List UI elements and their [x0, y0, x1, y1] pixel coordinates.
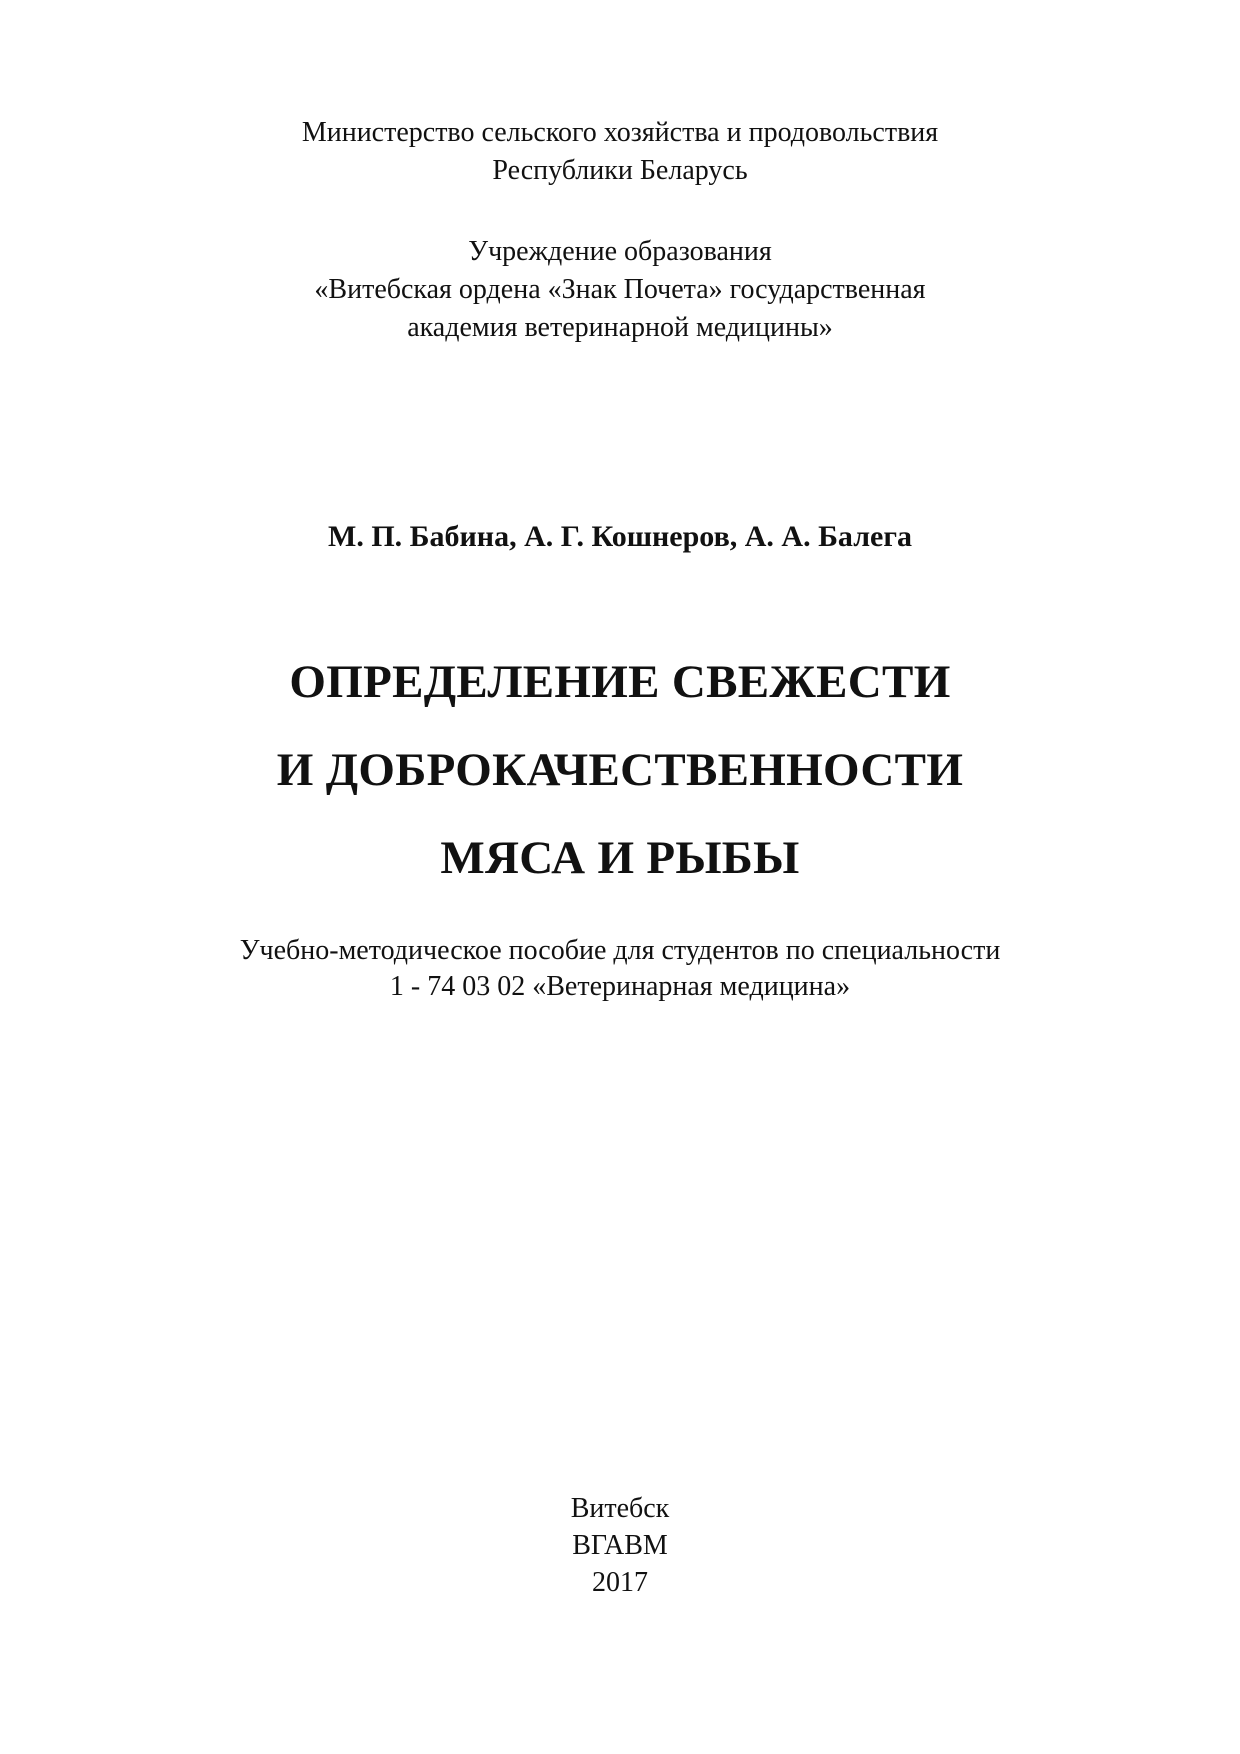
- imprint: [0, 1490, 1240, 1601]
- ministry-header: [0, 114, 1240, 190]
- institution-line-1: Учреждение образования: [468, 236, 772, 267]
- document-title: [0, 638, 1240, 902]
- title-line-1: ОПРЕДЕЛЕНИЕ СВЕЖЕСТИ: [289, 656, 951, 708]
- imprint-publisher: ВГАВМ: [572, 1530, 668, 1561]
- subtitle-line-2: 1 - 74 03 02 «Ветеринарная медицина»: [389, 971, 851, 1002]
- imprint-year: 2017: [592, 1567, 648, 1598]
- document-subtitle: [0, 933, 1240, 1005]
- ministry-line-2: Республики Беларусь: [492, 155, 748, 186]
- institution-line-3: академия ветеринарной медицины»: [407, 312, 833, 343]
- institution-header: [0, 233, 1240, 347]
- ministry-line-1: Министерство сельского хозяйства и продовольствия: [301, 117, 939, 148]
- title-line-2: И ДОБРОКАЧЕСТВЕННОСТИ: [276, 744, 964, 796]
- title-line-3: МЯСА И РЫБЫ: [440, 832, 800, 884]
- subtitle-line-1: Учебно-методическое пособие для студентов по специальности: [239, 935, 1001, 966]
- institution-line-2: «Витебская ордена «Знак Почета» государственная: [314, 274, 926, 305]
- imprint-city: Витебск: [570, 1493, 670, 1524]
- authors: М. П. Бабина, А. Г. Кошнеров, А. А. Балега: [328, 520, 912, 553]
